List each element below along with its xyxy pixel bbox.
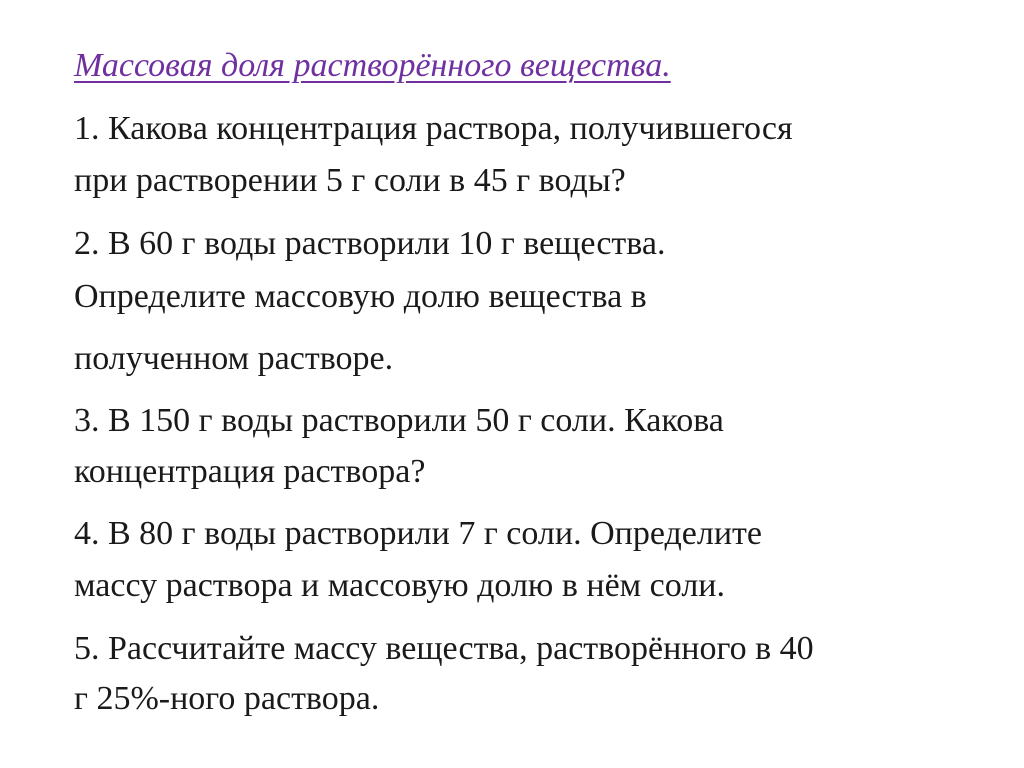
task-2-line-2: Определите массовую долю вещества в — [74, 278, 647, 315]
task-1-line-1: 1. Какова концентрация раствора, получившегося — [74, 110, 793, 147]
task-2-line-3: полученном растворе. — [74, 340, 394, 377]
task-5-line-2: г 25%-ного раствора. — [74, 680, 380, 717]
task-4-line-1: 4. В 80 г воды растворили 7 г соли. Определите — [74, 515, 762, 552]
task-1-line-2: при растворении 5 г соли в 45 г воды? — [74, 162, 626, 199]
task-5-line-1: 5. Рассчитайте массу вещества, растворённого в 40 — [74, 630, 814, 667]
slide-title: Массовая доля растворённого вещества. — [74, 47, 671, 84]
task-2-line-1: 2. В 60 г воды растворили 10 г вещества. — [74, 225, 666, 262]
task-3-line-1: 3. В 150 г воды растворили 50 г соли. Какова — [74, 402, 724, 439]
task-3-line-2: концентрация раствора? — [74, 453, 426, 490]
task-4-line-2: массу раствора и массовую долю в нём соли. — [74, 567, 725, 604]
